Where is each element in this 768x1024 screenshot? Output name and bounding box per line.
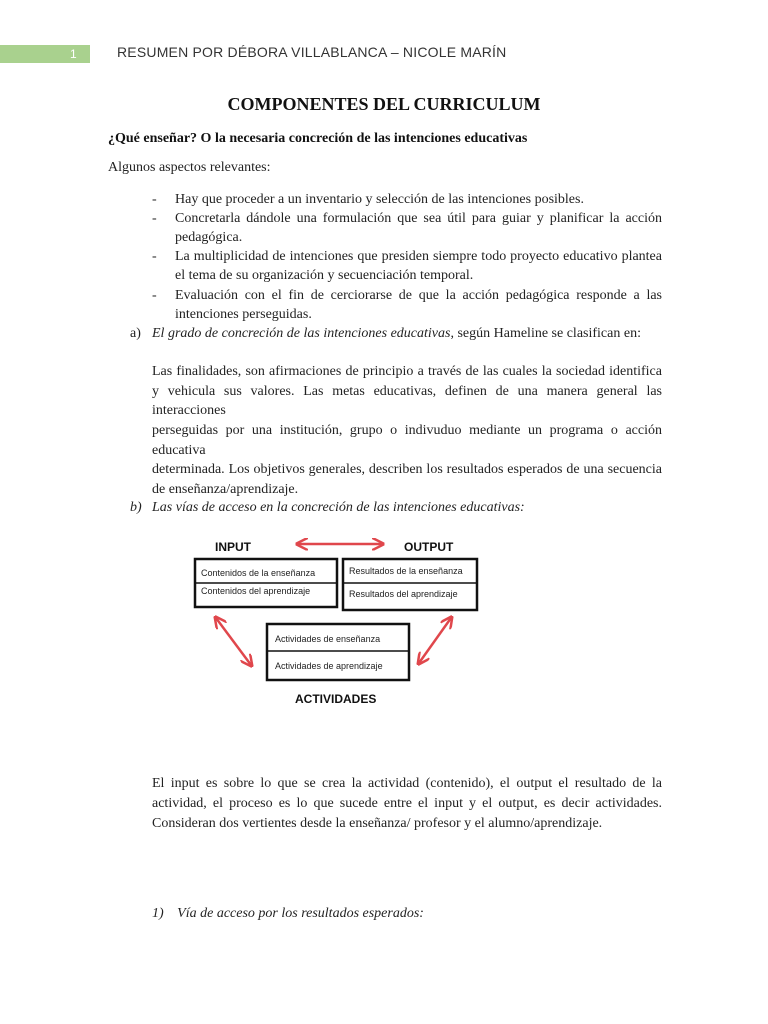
output-label: OUTPUT (404, 540, 454, 554)
bullet-dash: - (152, 288, 157, 303)
output-row: Resultados de la enseñanza (349, 566, 463, 576)
intro-text: Algunos aspectos relevantes: (108, 160, 271, 175)
bullet-text: Evaluación con el fin de cerciorarse de que la acción pedagógica responde a las intenciones perseguidas. (175, 288, 662, 322)
list-item-b (130, 498, 662, 517)
bullet-item (152, 209, 662, 247)
paragraph-a-1: Las finalidades, son afirmaciones de principio a través de las cuales la sociedad identifica y vehicula sus valores. Las metas educativas, definen de una manera general las interacciones (152, 364, 662, 418)
bullet-dash: - (152, 249, 157, 264)
bullet-text: Hay que proceder a un inventario y selección de las intenciones posibles. (175, 192, 584, 207)
subsection-1 (152, 906, 424, 922)
bullet-item (152, 247, 662, 285)
closing-paragraph: El input es sobre lo que se crea la actividad (contenido), el output el resultado de la actividad, el proceso es lo que sucede entre el input y el output, es decir actividades. Consideran dos vertientes desde la enseñanza/ profesor y el alumno/aprendizaje. (152, 776, 662, 831)
list-label: b) (130, 500, 142, 515)
list-label: a) (130, 326, 141, 341)
input-label: INPUT (215, 540, 251, 554)
activity-row: Actividades de aprendizaje (275, 661, 383, 671)
section-subtitle: ¿Qué enseñar? O la necesaria concreción de las intenciones educativas (108, 131, 528, 146)
bullet-text: La multiplicidad de intenciones que presiden siempre todo proyecto educativo plantea el tema de su organización y secuenciación temporal. (175, 249, 662, 283)
page-number: 1 (70, 47, 77, 61)
header-text: RESUMEN POR DÉBORA VILLABLANCA – NICOLE MARÍN (117, 44, 507, 60)
list-item-a (130, 324, 662, 343)
paragraph-a-3: determinada. Los objetivos generales, describen los resultados esperados de una secuencia de enseñanza/aprendizaje. (152, 462, 662, 497)
input-row: Contenidos de la enseñanza (201, 568, 316, 578)
input-activities-arrow (216, 618, 251, 665)
output-activities-arrow (419, 618, 451, 663)
bullet-item (152, 286, 662, 324)
document-title: COMPONENTES DEL CURRICULUM (227, 94, 541, 114)
bullet-item (152, 190, 662, 209)
bullet-text: Concretarla dándole una formulación que sea útil para guiar y planificar la acción pedagógica. (175, 211, 662, 245)
access-diagram (190, 532, 490, 710)
list-text-italic: El grado de concreción de las intenciones educativas (152, 326, 451, 341)
bullet-dash: - (152, 192, 157, 207)
subsection-title: Vía de acceso por los resultados esperados: (177, 906, 424, 921)
activities-box (267, 624, 409, 680)
activities-label: ACTIVIDADES (295, 692, 377, 706)
paragraph-a-2: perseguidas por una institución, grupo o indivuduo mediante un programa o acción educativa (152, 423, 662, 458)
list-text: Las vías de acceso en la concreción de las intenciones educativas: (152, 500, 525, 515)
bullet-dash: - (152, 211, 157, 226)
subsection-label: 1) (152, 906, 164, 921)
list-text (152, 324, 662, 343)
output-row: Resultados del aprendizaje (349, 589, 458, 599)
activity-row: Actividades de enseñanza (275, 634, 381, 644)
input-row: Contenidos del aprendizaje (201, 586, 311, 596)
list-text-rest: , según Hameline se clasifican en: (450, 326, 641, 341)
